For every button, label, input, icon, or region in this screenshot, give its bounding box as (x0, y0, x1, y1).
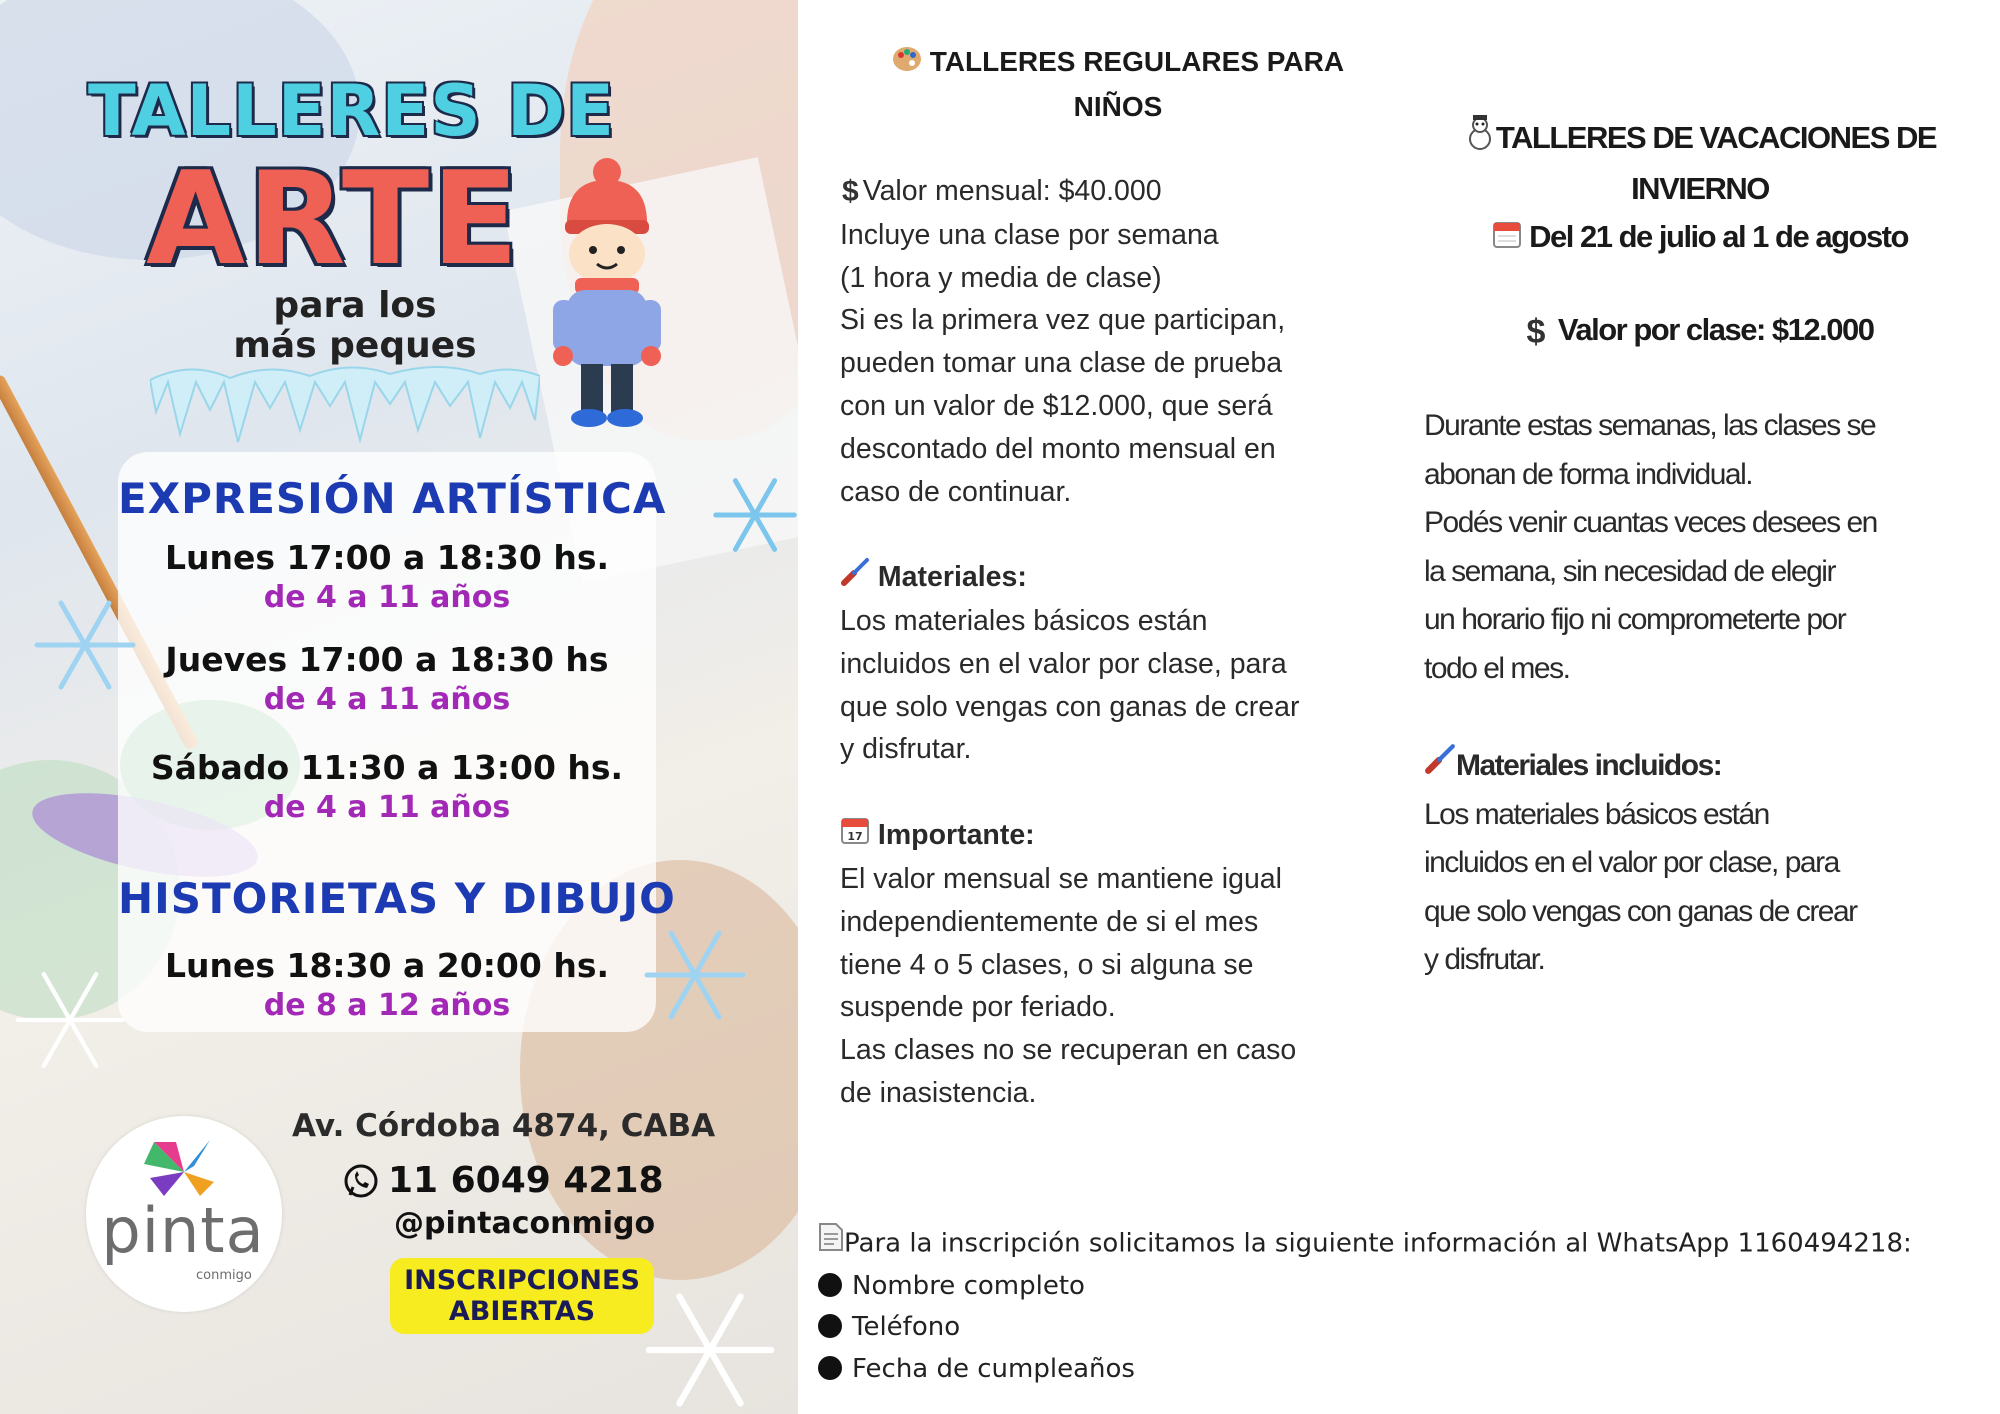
signup-intro-row (818, 1222, 1912, 1266)
winter-kid-illustration (545, 150, 675, 430)
bullet-icon (818, 1314, 842, 1338)
bullet-icon (818, 1356, 842, 1380)
regular-body (840, 170, 1299, 1115)
session-age: de 8 a 12 años (263, 988, 511, 1023)
regular-important-line: Las clases no se recuperan en caso (840, 1034, 1297, 1067)
calendar-icon (840, 815, 870, 858)
flyer-title-arte: ARTE (146, 145, 521, 294)
winter-title-text: TALLERES DE VACACIONES DE (1495, 120, 1937, 155)
session-age: de 4 a 11 años (263, 682, 511, 717)
regular-line: Incluye una clase por semana (840, 218, 1219, 251)
snowflake-icon (30, 590, 140, 700)
winter-materials-line: Los materiales básicos están (1424, 797, 1769, 831)
address: Av. Córdoba 4874, CABA (292, 1108, 716, 1144)
regular-materials-line: incluidos en el valor por clase, para (840, 647, 1287, 680)
regular-materials-heading (840, 556, 1299, 600)
winter-line: un horario fijo ni comprometerte por (1424, 603, 1846, 636)
regular-line: (1 hora y media de clase) (840, 261, 1162, 294)
winter-materials-line: y disfrutar. (1424, 943, 1545, 977)
regular-important-line: independientemente de si el mes (840, 905, 1259, 938)
document-icon (818, 1222, 844, 1266)
regular-line: con un valor de $12.000, que será (840, 390, 1273, 423)
winter-line: Podés venir cuantas veces desees en (1424, 506, 1877, 539)
regular-line: Si es la primera vez que participan, (840, 304, 1286, 337)
winter-body (1424, 402, 1877, 985)
phone-number: 11 6049 4218 (388, 1160, 664, 1201)
regular-title-line1 (858, 40, 1378, 85)
palette-icon (892, 42, 922, 85)
regular-important-line: suspende por feriado. (840, 991, 1116, 1024)
signup-item (818, 1307, 1912, 1349)
snowman-icon (1464, 115, 1496, 165)
winter-line: abonan de forma individual. (1424, 457, 1753, 491)
regular-materials-title: Materiales: (877, 561, 1027, 594)
session-age: de 4 a 11 años (263, 580, 511, 615)
flyer-panel (0, 0, 798, 1414)
signup-item-label: Teléfono (852, 1312, 961, 1342)
winter-date-row (1420, 213, 1980, 263)
flyer-subtitle-line2: más peques (233, 325, 477, 366)
regular-line: pueden tomar una clase de prueba (840, 347, 1283, 380)
winter-materials-line: que solo vengas con ganas de crear (1424, 894, 1857, 928)
winter-materials-heading (1424, 742, 1877, 791)
signup-item (818, 1349, 1912, 1391)
badge-line1: INSCRIPCIONES (404, 1265, 640, 1296)
snowflake-icon (10, 960, 130, 1080)
winter-materials-line: incluidos en el valor por clase, para (1424, 846, 1839, 880)
regular-price: Valor mensual: $40.000 (862, 175, 1162, 207)
paintbrush-icon (1424, 742, 1456, 791)
regular-title (858, 40, 1378, 128)
signup-info (818, 1222, 1912, 1390)
session-age: de 4 a 11 años (263, 790, 511, 825)
section-title-expresion: EXPRESIÓN ARTÍSTICA (118, 474, 667, 523)
regular-line: caso de continuar. (840, 475, 1072, 508)
winter-line: la semana, sin necesidad de elegir (1424, 554, 1835, 588)
bullet-icon (818, 1273, 842, 1297)
snowflake-icon (710, 470, 798, 560)
logo-word: pinta (101, 1194, 265, 1267)
winter-price: Valor por clase: $12.000 (1557, 312, 1874, 347)
flyer-subtitle-line1: para los (273, 285, 437, 326)
regular-important-title: Importante: (877, 819, 1035, 852)
regular-materials-line: que solo vengas con ganas de crear (840, 690, 1300, 723)
regular-important-line: tiene 4 o 5 clases, o si alguna se (840, 948, 1254, 981)
dollar-icon: $ (842, 175, 859, 209)
winter-dates: Del 21 de julio al 1 de agosto (1529, 218, 1908, 254)
winter-price-row (1420, 306, 1980, 356)
dollar-icon: $ (1526, 312, 1544, 351)
icicles-decoration (150, 360, 540, 450)
pinta-logo (86, 1116, 282, 1312)
session-day: Jueves 17:00 a 18:30 hs (165, 640, 609, 679)
regular-important-heading (840, 814, 1299, 858)
badge-line2: ABIERTAS (448, 1296, 596, 1327)
flyer-subtitle (140, 286, 570, 366)
signup-intro: Para la inscripción solicitamos la siguiente información al WhatsApp 1160494218: (844, 1228, 1912, 1259)
regular-materials-line: y disfrutar. (840, 733, 972, 766)
whatsapp-icon (342, 1162, 380, 1200)
regular-title-line2: NIÑOS (1073, 91, 1163, 123)
snowflake-icon (640, 920, 750, 1030)
inscripciones-badge (390, 1258, 654, 1334)
winter-title-line2: INVIERNO (1631, 170, 1769, 206)
regular-important-line: de inasistencia. (840, 1076, 1037, 1109)
paintbrush-icon (840, 557, 870, 600)
regular-title-text: TALLERES REGULARES PARA (929, 46, 1345, 77)
session-day: Sábado 11:30 a 13:00 hs. (150, 748, 624, 787)
regular-important-line: El valor mensual se mantiene igual (840, 862, 1282, 895)
section-title-historietas: HISTORIETAS Y DIBUJO (118, 874, 676, 923)
session-day: Lunes 17:00 a 18:30 hs. (164, 538, 610, 577)
phone-row (342, 1160, 664, 1201)
regular-line: descontado del monto mensual en (840, 432, 1276, 465)
signup-item-label: Fecha de cumpleaños (852, 1353, 1135, 1384)
regular-price-row (840, 170, 1299, 214)
instagram-handle: @pintaconmigo (394, 1206, 656, 1241)
winter-title (1420, 114, 1980, 263)
winter-line: Durante estas semanas, las clases se (1424, 409, 1876, 442)
flyer-title-line1: TALLERES DE (88, 70, 615, 152)
signup-item-label: Nombre completo (852, 1270, 1085, 1301)
logo-subword: conmigo (196, 1268, 252, 1283)
snowflake-icon (640, 1280, 780, 1414)
calendar-icon (1492, 215, 1522, 263)
signup-item (818, 1266, 1912, 1308)
regular-materials-line: Los materiales básicos están (840, 605, 1208, 638)
winter-title-line1 (1420, 114, 1980, 165)
session-day: Lunes 18:30 a 20:00 hs. (164, 946, 610, 985)
winter-materials-title: Materiales incluidos: (1456, 748, 1722, 782)
svg-text:17: 17 (847, 830, 863, 844)
winter-line: todo el mes. (1424, 651, 1570, 685)
